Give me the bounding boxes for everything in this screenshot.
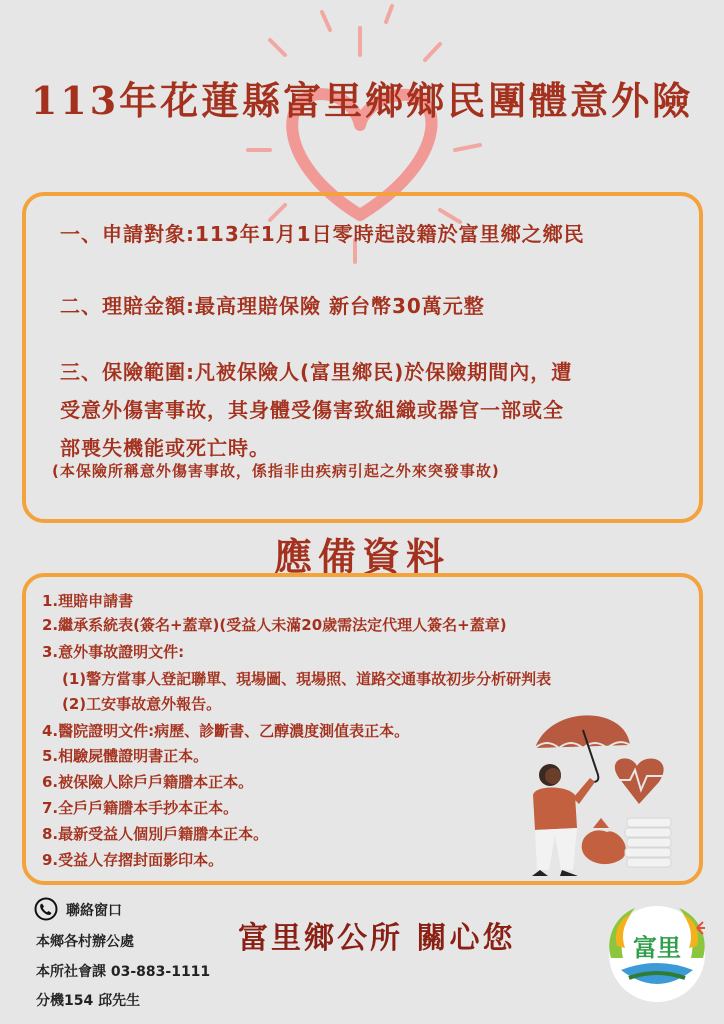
- claim-amount-line: 二、理賠金額:最高理賠保險 新台幣30萬元整: [60, 294, 485, 318]
- coverage-line-1: 三、保險範圍:凡被保險人(富里鄉民)於保險期間內，遭: [60, 360, 573, 384]
- contact-line-2: 本所社會課 03-883-1111: [36, 964, 211, 980]
- list-item: 5.相驗屍體證明書正本。: [42, 747, 209, 765]
- logo: [601, 898, 713, 1010]
- contact-label: 聯絡窗口: [66, 903, 122, 919]
- logo-text: 富里: [633, 933, 681, 962]
- list-item: 8.最新受益人個別戶籍謄本正本。: [42, 825, 269, 843]
- list-item: 4.醫院證明文件:病歷、診斷書、乙醇濃度測值表正本。: [42, 722, 410, 740]
- list-item: 7.全戶戶籍謄本手抄本正本。: [42, 799, 239, 817]
- list-item: 1.理賠申請書: [42, 592, 134, 610]
- coverage-note: (本保險所稱意外傷害事故，係指非由疾病引起之外來突發事故): [52, 462, 500, 480]
- page-title: 113年花蓮縣富里鄉鄉民團體意外險: [30, 78, 694, 123]
- list-item: (2)工安事故意外報告。: [62, 695, 222, 713]
- contact-line-1: 本鄉各村辦公處: [36, 934, 134, 950]
- coverage-line-3: 部喪失機能或死亡時。: [60, 436, 270, 460]
- coverage-line-2: 受意外傷害事故，其身體受傷害致組織或器官一部或全: [60, 398, 564, 422]
- list-item: 6.被保險人除戶戶籍謄本正本。: [42, 773, 254, 791]
- insurance-illustration: [515, 700, 695, 885]
- contact-line-3: 分機154 邱先生: [36, 993, 141, 1009]
- list-item: 9.受益人存摺封面影印本。: [42, 851, 224, 869]
- list-item: 3.意外事故證明文件:: [42, 643, 185, 661]
- organization-name: 富里鄉公所 關心您: [238, 921, 516, 956]
- list-item: (1)警方當事人登記聯單、現場圖、現場照、道路交通事故初步分析研判表: [62, 670, 552, 688]
- list-item: 2.繼承系統表(簽名+蓋章)(受益人未滿20歲需法定代理人簽名+蓋章): [42, 616, 507, 634]
- phone-icon: [34, 897, 58, 921]
- applicant-line: 一、申請對象:113年1月1日零時起設籍於富里鄉之鄉民: [60, 222, 585, 246]
- section-title: 應備資料: [273, 534, 450, 579]
